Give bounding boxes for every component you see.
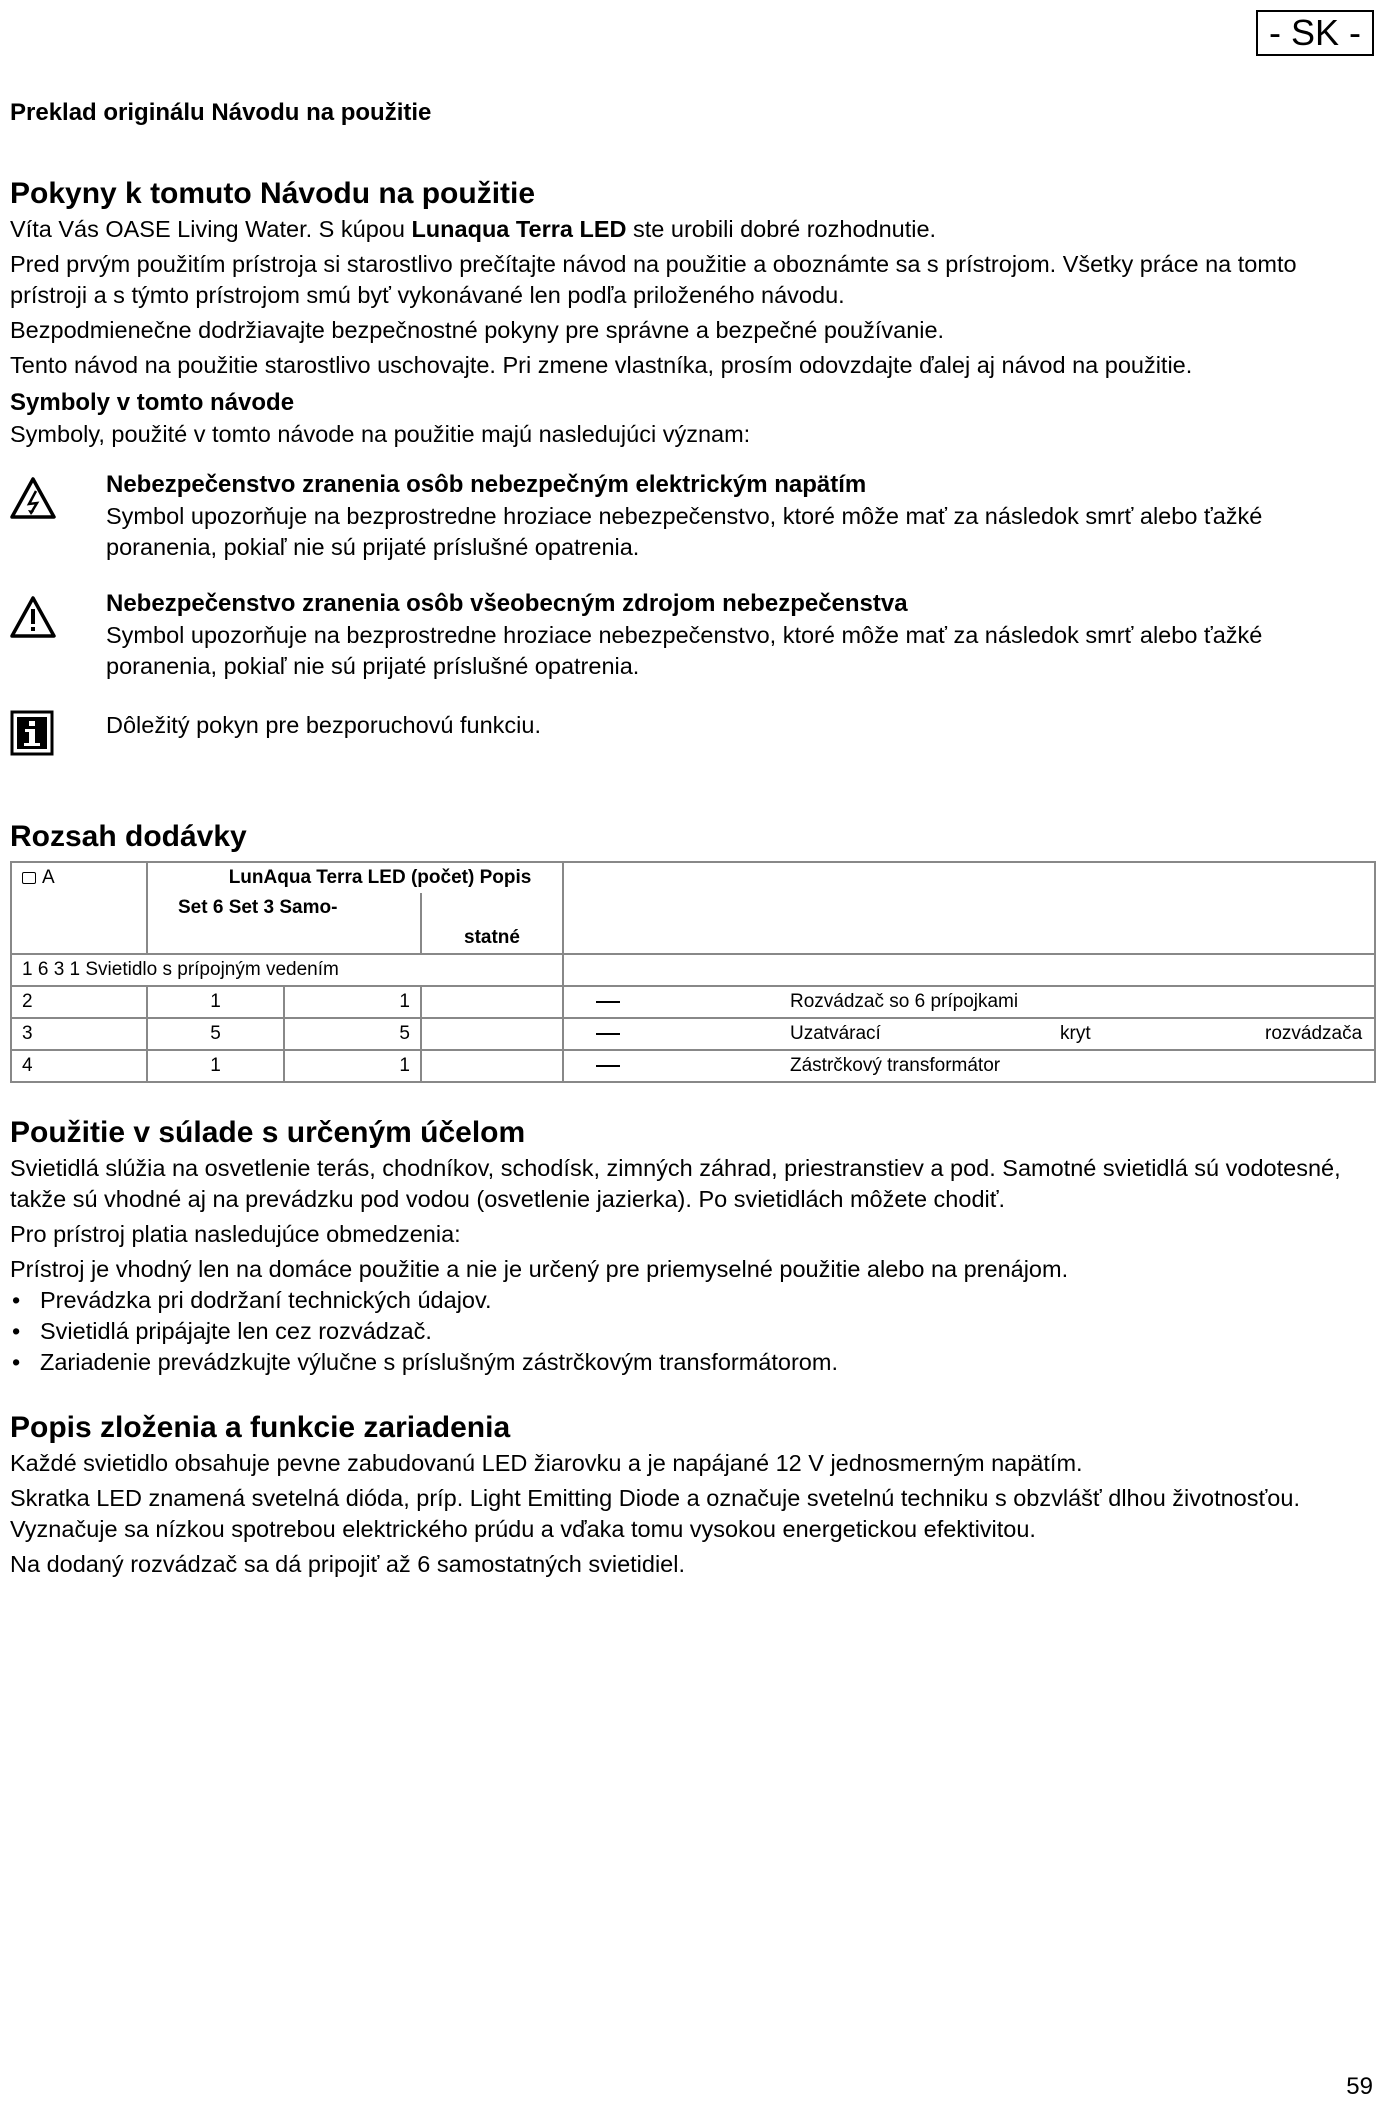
symbol-text: [106, 468, 1372, 563]
header-cell-group: LunAqua Terra LED (počet) Popis: [147, 862, 563, 893]
usage-paragraph-2: Pro prístroj platia nasledujúce obmedzenia:: [10, 1221, 461, 1247]
table-cell-description: Rozvádzač so 6 prípojkami: [563, 986, 1375, 1018]
header-cell-single: statné: [421, 893, 563, 954]
list-item: • Prevádzka pri dodržaní technických údajov.: [10, 1285, 1372, 1316]
symbols-heading: Symboly v tomto návode: [10, 389, 295, 416]
table-cell: [421, 1050, 563, 1082]
language-tag: - SK -: [1256, 10, 1374, 56]
symbol-text: [106, 710, 1372, 741]
table-cell: 2: [11, 986, 147, 1018]
intro-heading: Pokyny k tomuto Návodu na použitie: [10, 177, 536, 210]
usage-paragraph-3: Prístroj je vhodný len na domáce použitie a nie je určený pre priemyselné použitie alebo na prenájom.: [10, 1256, 1069, 1282]
list-item: • Svietidlá pripájajte len cez rozvádzač.: [10, 1316, 1372, 1347]
intro-paragraph-3: Bezpodmienečne dodržiavajte bezpečnostné pokyny pre správne a bezpečné používanie.: [10, 317, 945, 343]
intro-section: [10, 174, 1372, 381]
header-cell-a: A: [11, 862, 147, 893]
page-content: [10, 96, 1372, 1580]
symbol-title: Nebezpečenstvo zranenia osôb všeobecným zdrojom nebezpečenstva: [106, 590, 908, 617]
usage-heading: Použitie v súlade s určeným účelom: [10, 1116, 526, 1149]
list-item: • Zariadenie prevádzkujte výlučne s príslušným zástrčkovým transformátorom.: [10, 1347, 1372, 1378]
delivery-section: [10, 817, 1372, 1083]
table-cell: 1: [284, 1050, 421, 1082]
table-cell-description: Zástrčkový transformátor: [563, 1050, 1375, 1082]
page-number: 59: [1346, 2073, 1373, 2100]
table-cell: 1: [147, 1050, 284, 1082]
delivery-table: [10, 861, 1376, 1083]
table-cell: 5: [284, 1018, 421, 1050]
product-name: Lunaqua Terra LED: [411, 216, 627, 242]
intro-paragraph-1: [10, 214, 1372, 245]
symbol-title: Nebezpečenstvo zranenia osôb nebezpečným elektrickým napätím: [106, 471, 867, 498]
intro-p1-start: Víta Vás OASE Living Water. S kúpou: [10, 216, 412, 242]
symbols-intro: Symboly, použité v tomto návode na použitie majú nasledujúci význam:: [10, 421, 751, 447]
description-paragraph-3: Na dodaný rozvádzač sa dá pripojiť až 6 samostatných svietidiel.: [10, 1551, 685, 1577]
table-row: [11, 1050, 1375, 1082]
table-cell: 1: [284, 986, 421, 1018]
intro-paragraph-4: Tento návod na použitie starostlivo uschovajte. Pri zmene vlastníka, prosím odovzdajte ďalej aj návod na použitie.: [10, 352, 1193, 378]
table-header-row: [11, 893, 1375, 954]
table-row: [11, 954, 1375, 986]
description-section: [10, 1408, 1372, 1580]
symbol-item-info: [10, 710, 1372, 761]
usage-section: [10, 1113, 1372, 1378]
usage-paragraph-1: Svietidlá slúžia na osvetlenie terás, chodníkov, schodísk, zimných záhrad, priestranstiev a pod. Samotné svietidlá sú vodotesné, takže sú vhodné aj na prevádzku pod vodou (osvetlenie jazierka). Po svietidlách môžete chodiť.: [10, 1155, 1341, 1212]
info-icon: [10, 710, 106, 761]
intro-paragraph-2: Pred prvým použitím prístroja si starostlivo prečítajte návod na použitie a oboznámte sa s prístrojom. Všetky práce na tomto prístroji a s týmto prístrojom smú byť vykonávané len podľa priloženého návodu.: [10, 251, 1297, 308]
table-cell: 3: [11, 1018, 147, 1050]
general-hazard-icon: [10, 587, 106, 644]
symbol-item-general: [10, 587, 1372, 682]
table-cell: 5: [147, 1018, 284, 1050]
symbol-item-electric: [10, 468, 1372, 563]
description-heading: Popis zloženia a funkcie zariadenia: [10, 1411, 511, 1444]
symbol-description: Dôležitý pokyn pre bezporuchovú funkciu.: [106, 712, 541, 738]
intro-p1-end: ste urobili dobré rozhodnutie.: [626, 216, 937, 242]
checkbox-icon: [22, 872, 36, 884]
table-cell: [421, 986, 563, 1018]
table-row: [11, 986, 1375, 1018]
document-subtitle: Preklad originálu Návodu na použitie: [10, 99, 432, 126]
table-cell-description: Uzatvárací kryt rozvádzača: [563, 1018, 1375, 1050]
symbol-text: [106, 587, 1372, 682]
electric-hazard-icon: [10, 468, 106, 525]
symbol-description: Symbol upozorňuje na bezprostredne hroziace nebezpečenstvo, ktoré môže mať za následok smrť alebo ťažké poranenia, pokiaľ nie sú prijaté príslušné opatrenia.: [106, 622, 1263, 679]
header-cell-cols: Set 6 Set 3 Samo-: [147, 893, 421, 954]
table-cell: 1 6 3 1 Svietidlo s prípojným vedením: [11, 954, 563, 986]
delivery-heading: Rozsah dodávky: [10, 820, 247, 853]
table-cell: 1: [147, 986, 284, 1018]
usage-bullet-list: [10, 1285, 1372, 1378]
symbol-description: Symbol upozorňuje na bezprostredne hroziace nebezpečenstvo, ktoré môže mať za následok smrť alebo ťažké poranenia, pokiaľ nie sú prijaté príslušné opatrenia.: [106, 503, 1263, 560]
table-header-row: [11, 862, 1375, 893]
description-paragraph-1: Každé svietidlo obsahuje pevne zabudovanú LED žiarovku a je napájané 12 V jednosmerným napätím.: [10, 1450, 1083, 1476]
symbols-section: [10, 387, 1372, 761]
table-cell: 4: [11, 1050, 147, 1082]
description-paragraph-2: Skratka LED znamená svetelná dióda, príp. Light Emitting Diode a označuje svetelnú techniku s obzvlášť dlhou životnosťou. Vyznačuje sa nízkou spotrebou elektrického prúdu a vďaka tomu vysokou energetickou efektivitou.: [10, 1485, 1300, 1542]
table-cell: [421, 1018, 563, 1050]
table-row: [11, 1018, 1375, 1050]
